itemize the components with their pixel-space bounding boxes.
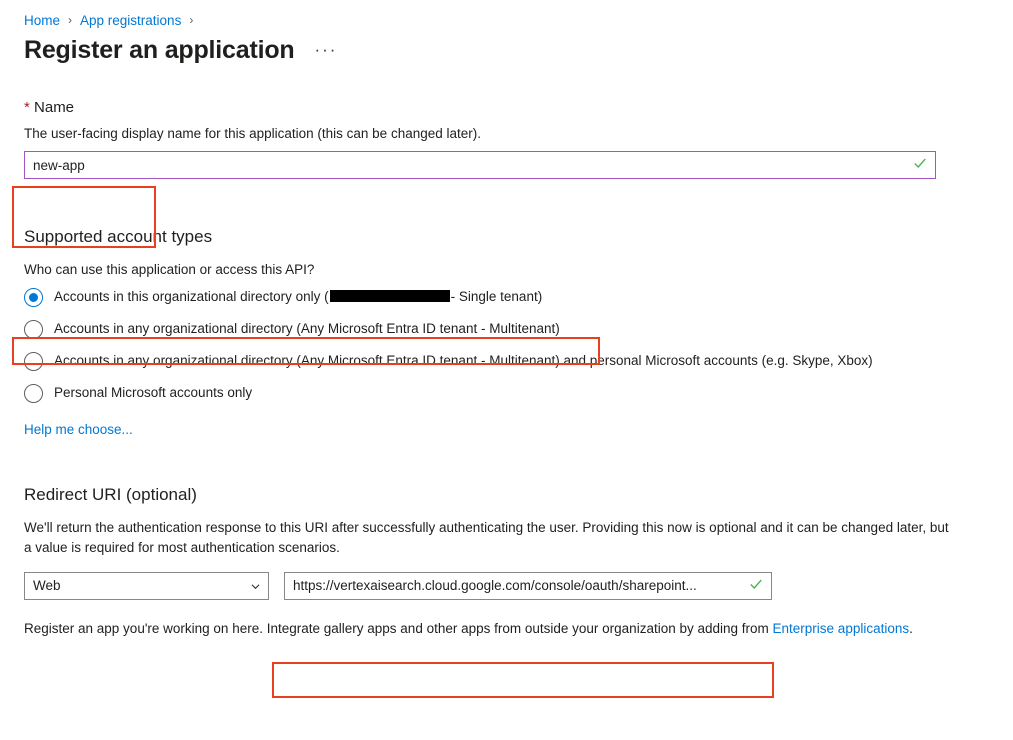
- name-label: [24, 99, 989, 116]
- footer-note-text-after: .: [909, 620, 913, 636]
- redacted-tenant-name: [330, 290, 450, 302]
- account-types-question: Who can use this application or access this API?: [24, 262, 315, 278]
- radio-label-single-tenant: [54, 287, 542, 307]
- breadcrumb-separator-icon-2: ›: [189, 13, 194, 27]
- name-description: The user-facing display name for this application (this can be changed later).: [24, 126, 481, 141]
- redirect-uri-input-wrap: [284, 572, 772, 600]
- account-types-heading: Supported account types: [24, 227, 213, 247]
- radio-button-single-tenant[interactable]: [24, 288, 43, 307]
- enterprise-applications-link[interactable]: Enterprise applications: [772, 620, 910, 636]
- breadcrumb-separator-icon: ›: [68, 13, 73, 27]
- radio-button-multitenant-personal[interactable]: [24, 352, 43, 371]
- radio-label-multitenant-personal: Accounts in any organizational directory (Any Microsoft Entra ID tenant - Multitenant) and personal Microsoft accounts (e.g. Skype, Xbox): [54, 353, 873, 369]
- help-me-choose-row: [24, 421, 989, 439]
- redirect-uri-row: [24, 572, 989, 600]
- account-types-radio-group: [24, 287, 989, 403]
- annotation-box-redirect-uri: [272, 662, 774, 698]
- radio-label-multitenant: Accounts in any organizational directory (Any Microsoft Entra ID tenant - Multitenant): [54, 321, 560, 337]
- checkmark-icon-redirect: [749, 577, 763, 591]
- name-section: [24, 99, 989, 179]
- breadcrumb-item-home[interactable]: Home: [24, 12, 61, 28]
- more-options-icon[interactable]: ···: [314, 40, 338, 59]
- platform-select-value: Web: [33, 578, 61, 594]
- radio-button-multitenant[interactable]: [24, 320, 43, 339]
- radio-label-single-tenant-prefix: Accounts in this organizational directory only (: [54, 289, 329, 305]
- radio-button-personal-only[interactable]: [24, 384, 43, 403]
- redirect-uri-section: [24, 485, 989, 599]
- title-row: [24, 36, 989, 65]
- redirect-uri-description: We'll return the authentication response to this URI after successfully authenticating the user. Providing this now is optional and it can be changed later, but a value is required for most authentication scenarios.: [24, 520, 949, 555]
- name-label-text: Name: [34, 99, 75, 116]
- name-input-wrap: [24, 151, 936, 179]
- breadcrumb: [24, 10, 989, 30]
- redirect-uri-input[interactable]: [284, 572, 772, 600]
- redirect-uri-heading: Redirect URI (optional): [24, 485, 197, 505]
- help-me-choose-link[interactable]: Help me choose...: [24, 422, 133, 438]
- platform-select-wrap: [24, 572, 269, 600]
- radio-option-single-tenant[interactable]: [24, 287, 989, 307]
- checkmark-icon: [913, 156, 927, 170]
- radio-label-personal-only: Personal Microsoft accounts only: [54, 385, 253, 401]
- chevron-down-icon: [251, 582, 260, 591]
- platform-select[interactable]: [24, 572, 269, 600]
- footer-note-text-before: Register an app you're working on here. Integrate gallery apps and other apps from outside your organization by adding from: [24, 620, 773, 636]
- page-title: Register an application: [24, 36, 295, 64]
- radio-option-multitenant-personal[interactable]: [24, 351, 989, 371]
- footer-note: [24, 620, 989, 639]
- radio-option-multitenant[interactable]: [24, 319, 989, 339]
- radio-label-single-tenant-suffix: - Single tenant): [450, 289, 543, 305]
- account-types-section: [24, 227, 989, 439]
- radio-option-personal-only[interactable]: [24, 383, 989, 403]
- name-input[interactable]: [24, 151, 936, 179]
- required-asterisk: *: [24, 99, 30, 116]
- breadcrumb-item-app-registrations[interactable]: App registrations: [80, 12, 182, 28]
